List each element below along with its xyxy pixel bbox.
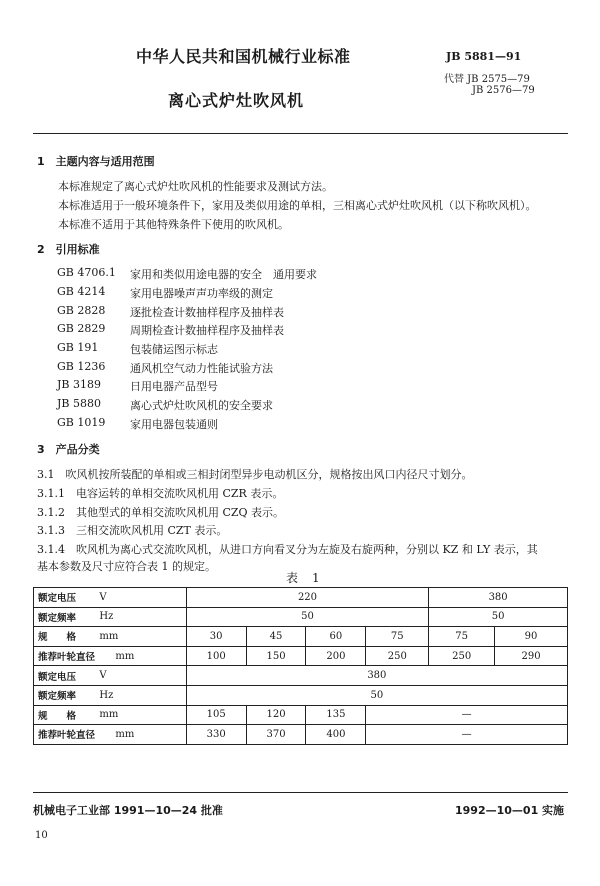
label-specification: 规 格	[34, 705, 100, 725]
ref-name: 家用和类似用途电器的安全 通用要求	[130, 268, 317, 281]
table-row	[34, 666, 568, 686]
clause-3-1-4-continued: 基本参数及尺寸应符合表 1 的规定。	[37, 560, 216, 573]
table-cell: 75	[429, 627, 495, 647]
table-cell: 100	[186, 646, 246, 666]
ref-name: 离心式炉灶吹风机的安全要求	[130, 399, 273, 412]
table-caption: 表1	[286, 571, 334, 585]
table-cell: 135	[306, 705, 366, 725]
table-cell: 200	[306, 646, 366, 666]
issuing-authority-heading: 中华人民共和国机械行业标准	[136, 47, 351, 66]
ref-name: 家用电器包装通则	[130, 418, 218, 431]
clause-3-1-2: 3.1.2 其他型式的单相交流吹风机用 CZQ 表示。	[37, 506, 285, 519]
ref-code: GB 4706.1	[57, 266, 116, 279]
footer-rule	[33, 792, 568, 793]
page-number: 10	[35, 830, 48, 841]
label-rated-voltage: 额定电压	[34, 588, 100, 608]
approval-date: 机械电子工业部 1991—10—24 批准	[33, 804, 223, 817]
ref-code: GB 2828	[57, 304, 106, 317]
table-cell: 60	[306, 627, 366, 647]
replaces-standard-2: JB 2576—79	[472, 85, 535, 96]
table-row	[34, 627, 568, 647]
parameter-table	[33, 587, 568, 745]
ref-name: 包装储运图示标志	[130, 343, 218, 356]
ref-code: GB 1236	[57, 360, 106, 373]
table-cell: 45	[246, 627, 306, 647]
table-cell: 50	[429, 607, 568, 627]
ref-code: GB 191	[57, 341, 99, 354]
table-row	[34, 607, 568, 627]
section-1-paragraph-2: 本标准适用于一般环境条件下，家用及类似用途的单相，三相离心式炉灶吹风机（以下称吹风机）。	[58, 199, 537, 212]
table-cell: 105	[186, 705, 246, 725]
replaces-standard-1: 代替 JB 2575—79	[444, 74, 530, 85]
table-cell: 150	[246, 646, 306, 666]
label-specification: 规 格	[34, 627, 100, 647]
section-1-paragraph-3: 本标准不适用于其他特殊条件下使用的吹风机。	[58, 218, 289, 231]
label-rated-voltage: 额定电压	[34, 666, 100, 686]
unit-cell: Hz	[99, 607, 186, 627]
table-cell: 370	[246, 725, 306, 745]
implementation-date: 1992—10—01 实施	[455, 804, 565, 817]
table-cell: —	[366, 705, 568, 725]
section-1-heading: 1 主题内容与适用范围	[37, 155, 155, 168]
unit-cell: mm	[99, 646, 186, 666]
unit-cell: V	[99, 588, 186, 608]
table-cell: 380	[429, 588, 568, 608]
label-rated-frequency: 额定频率	[34, 607, 100, 627]
section-3-heading: 3 产品分类	[37, 443, 100, 456]
label-impeller-diameter: 推荐叶轮直径	[34, 646, 100, 666]
ref-code: JB 5880	[57, 397, 101, 410]
table-cell: 50	[186, 685, 567, 705]
table-row	[34, 705, 568, 725]
clause-3-1-1: 3.1.1 电容运转的单相交流吹风机用 CZR 表示。	[37, 487, 284, 500]
ref-name: 日用电器产品型号	[130, 380, 218, 393]
clause-3-1-4: 3.1.4 吹风机为离心式交流吹风机，从进口方向看叉分为左旋及右旋两种，分别以 KZ 和 LY 表示，其	[37, 543, 538, 556]
table-cell: 120	[246, 705, 306, 725]
table-cell: 330	[186, 725, 246, 745]
ref-name: 逐批检查计数抽样程序及抽样表	[130, 306, 284, 319]
header-rule	[33, 133, 568, 134]
ref-code: JB 3189	[57, 378, 101, 391]
ref-code: GB 2829	[57, 322, 106, 335]
unit-cell: mm	[99, 627, 186, 647]
table-cell: 75	[366, 627, 429, 647]
table-cell: 250	[429, 646, 495, 666]
table-cell: —	[366, 725, 568, 745]
section-1-paragraph-1: 本标准规定了离心式炉灶吹风机的性能要求及测试方法。	[58, 180, 333, 193]
label-impeller-diameter: 推荐叶轮直径	[34, 725, 100, 745]
table-cell: 290	[495, 646, 568, 666]
standard-title: 离心式炉灶吹风机	[168, 91, 305, 110]
clause-3-1: 3.1 吹风机按所装配的单相或三相封闭型异步电动机区分，规格按出风口内径尺寸划分。	[37, 468, 473, 481]
unit-cell: mm	[99, 705, 186, 725]
unit-cell: mm	[99, 725, 186, 745]
table-cell: 400	[306, 725, 366, 745]
ref-code: GB 1019	[57, 416, 106, 429]
table-row	[34, 725, 568, 745]
standard-number: JB 5881—91	[446, 50, 522, 63]
table-row	[34, 646, 568, 666]
table-cell: 30	[186, 627, 246, 647]
unit-cell: V	[99, 666, 186, 686]
ref-name: 家用电器噪声声功率级的测定	[130, 287, 273, 300]
table-row	[34, 685, 568, 705]
ref-name: 周期检查计数抽样程序及抽样表	[130, 324, 284, 337]
table-cell: 250	[366, 646, 429, 666]
table-cell: 90	[495, 627, 568, 647]
unit-cell: Hz	[99, 685, 186, 705]
table-row	[34, 588, 568, 608]
table-cell: 50	[186, 607, 429, 627]
clause-3-1-3: 3.1.3 三相交流吹风机用 CZT 表示。	[37, 524, 228, 537]
section-2-heading: 2 引用标准	[37, 243, 100, 256]
table-cell: 380	[186, 666, 567, 686]
ref-name: 通风机空气动力性能试验方法	[130, 362, 273, 375]
label-rated-frequency: 额定频率	[34, 685, 100, 705]
table-cell: 220	[186, 588, 429, 608]
ref-code: GB 4214	[57, 285, 106, 298]
